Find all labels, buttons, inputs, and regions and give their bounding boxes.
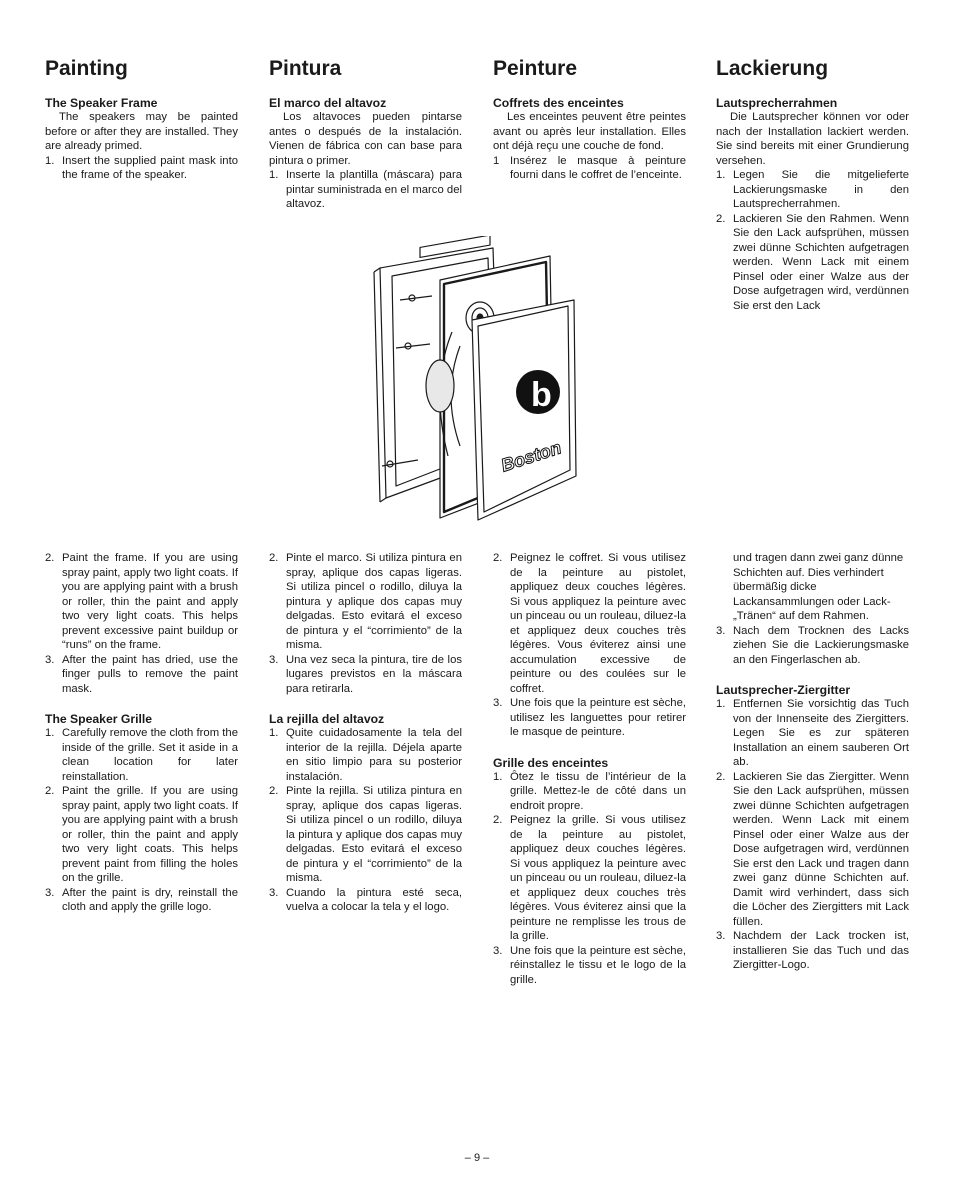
french-frame-intro: Les enceintes peuvent être peintes avant ou après leur installation. Elles ont déjà reçu une couche de fond. <box>493 111 686 152</box>
list-item: 1. Insert the supplied paint mask into the frame of the speaker. <box>45 154 238 181</box>
spanish-frame-intro: Los altavoces pueden pintarse antes o después de la instalación. Vienen de fábrica con can base para pintura o primer. <box>269 111 462 167</box>
speaker-exploded-illustration <box>360 236 600 524</box>
french-frame-heading: Coffrets des enceintes <box>493 96 624 110</box>
list-item: 3. Nach dem Trocknen des Lacks ziehen Sie die Lackierungsmaske an den Fingerlaschen ab. <box>716 624 909 666</box>
french-frame-steps-b <box>493 551 686 740</box>
list-item: 3. After the paint has dried, use the finger pulls to remove the paint mask. <box>45 653 238 695</box>
woofer-magnet <box>426 360 454 412</box>
german-grille-steps <box>716 697 909 973</box>
english-grille-steps <box>45 726 238 915</box>
list-item: 2. Peignez le coffret. Si vous utilisez de la peinture au pistolet, appliquez deux couches légères. Si vous appliquez la peinture avec un pinceau ou un rouleau, diluez-la et appliquez deux couches très légères. Vous éviterez ainsi une accumulation excessive de peinture ou des coulées sur le coffret. <box>493 552 686 695</box>
list-item: 1. Inserte la plantilla (máscara) para pintar suministrada en el marco del altavoz. <box>269 169 462 210</box>
spanish-grille-steps <box>269 726 462 915</box>
spanish-frame-heading: El marco del altavoz <box>269 96 387 110</box>
logo-word: Boston <box>498 437 564 476</box>
page-number: – 9 – <box>464 1152 490 1164</box>
list-item: 1. Carefully remove the cloth from the inside of the grille. Set it aside in a clean location for later reinstallation. <box>45 727 238 783</box>
logo-letter: b <box>531 376 552 414</box>
list-item: 1 Insérez le masque à peinture fourni dans le coffret de l’enceinte. <box>493 154 686 181</box>
english-top <box>45 56 238 183</box>
list-item: 3. Une fois que la peinture est sèche, utilisez les languettes pour retirer le masque de peinture. <box>493 697 686 738</box>
list-item: 3. Cuando la pintura esté seca, vuelva a colocar la tela y el logo. <box>269 886 462 913</box>
spanish-bottom <box>269 551 462 915</box>
english-grille-heading: The Speaker Grille <box>45 712 153 726</box>
speaker-illustration-svg <box>360 236 600 524</box>
spanish-frame-steps-a <box>269 168 462 212</box>
list-item: 2. Pinte la rejilla. Si utiliza pintura en spray, aplique dos capas ligeras. Si utiliza pincel o un rodillo, diluya la pintura y aplique dos capas muy delgadas. Esto evitará el exceso de pintura y el “corrimiento” de la misma. <box>269 785 462 884</box>
german-grille-heading: Lautsprecher-Ziergitter <box>716 683 851 697</box>
english-frame-intro: The speakers may be painted before or after they are installed. They are already primed. <box>45 111 238 152</box>
german-bottom <box>716 551 909 973</box>
list-item: 1. Entfernen Sie vorsichtig das Tuch von der Innenseite des Ziergitters. Legen Sie es zur späteren Installation an einem sauberen Ort ab. <box>716 698 909 768</box>
german-top <box>716 56 909 313</box>
list-item: 2. Lackieren Sie den Rahmen. Wenn Sie den Lack aufsprühen, müssen zwei dünne Schichten aufgetragen werden. Wenn Lack mit einem Pinsel oder einer Walze aus der Dose aufgetragen wird, verdünnen Sie erst den Lack <box>716 212 909 312</box>
list-item: 3. Una vez seca la pintura, tire de los lugares previstos en la máscara para retirarla. <box>269 653 462 695</box>
list-item: 1. Legen Sie die mitgelieferte Lackierungsmaske in den Lautsprecherrahmen. <box>716 169 909 210</box>
spanish-top <box>269 56 462 212</box>
german-frame-steps-b <box>716 624 909 668</box>
list-item: 3. Nachdem der Lack trocken ist, installieren Sie das Tuch und das Ziergitter-Logo. <box>716 930 909 971</box>
french-top <box>493 56 686 183</box>
french-grille-steps <box>493 770 686 988</box>
french-bottom <box>493 551 686 987</box>
french-grille-heading: Grille des enceintes <box>493 755 609 770</box>
german-step2-continued: und tragen dann zwei ganz dünne Schichten auf. Dies verhindert übermäßig dicke Lackansammlungen oder Lack-„Tränen“ auf dem Rahmen. <box>733 552 904 622</box>
list-item: 2. Paint the grille. If you are using spray paint, apply two light coats. If you are applying paint with a brush or roller, thin the paint and apply two very light coats. This helps prevent paint from filling the holes on the grille. <box>45 785 238 884</box>
english-frame-steps-b <box>45 551 238 696</box>
english-bottom <box>45 551 238 915</box>
german-title: Lackierung <box>716 57 829 80</box>
german-frame-steps-a <box>716 168 909 313</box>
french-frame-steps-a <box>493 154 686 183</box>
list-item: 2. Paint the frame. If you are using spray paint, apply two light coats. If you are applying paint with a brush or roller, thin the paint and apply two very light coats. This helps prevent excessive paint buildup or “runs” on the frame. <box>45 552 238 651</box>
german-frame-intro: Die Lautsprecher können vor oder nach der Installation lackiert werden. Sie sind bereits mit einer Grundierung versehen. <box>716 111 909 167</box>
speaker-grille-shape <box>472 300 576 520</box>
english-frame-heading: The Speaker Frame <box>45 96 158 110</box>
list-item: 3. After the paint is dry, reinstall the cloth and apply the grille logo. <box>45 886 238 913</box>
spanish-grille-heading: La rejilla del altavoz <box>269 712 385 726</box>
list-item: 1. Quite cuidadosamente la tela del interior de la rejilla. Déjela aparte en sitio limpio para su posterior instalación. <box>269 727 462 783</box>
german-frame-heading: Lautsprecherrahmen <box>716 96 838 110</box>
list-item: 2. Peignez la grille. Si vous utilisez de la peinture au pistolet, appliquez deux couches légères. Si vous appliquez la peinture avec un pinceau ou un rouleau, diluez-la et appliquez deux couches très légères. Vous éviterez ainsi que la peinture ne remplisse les trous de la grille. <box>493 814 686 942</box>
french-title: Peinture <box>493 57 578 80</box>
list-item: 2. Pinte el marco. Si utiliza pintura en spray, aplique dos capas ligeras. Si utiliza pincel o rodillo, diluya la pintura y aplique dos capas muy delgadas. Esto evitará el exceso de pintura y el “corrimiento” de la misma. <box>269 552 462 651</box>
spanish-frame-steps-b <box>269 551 462 696</box>
english-frame-steps-a <box>45 154 238 183</box>
list-item: 2. Lackieren Sie das Ziergitter. Wenn Sie den Lack aufsprühen, müssen zwei dünne Schichten aufgetragen werden. Wenn Lack mit einem Pinsel oder einer Walze aus der Dose aufgetragen wird, verdünnen Sie erst den Lack und tragen dann zwei ganz dünne Schichten auf. Damit wird verhindert, dass sich die Löcher des Ziergitters mit Lack füllen. <box>716 770 909 928</box>
list-item: 1. Ôtez le tissu de l’intérieur de la grille. Mettez-le de côté dans un endroit propre. <box>493 770 686 812</box>
spanish-title: Pintura <box>269 57 342 80</box>
list-item: 3. Une fois que la peinture est sèche, réinstallez le tissu et le logo de la grille. <box>493 944 686 986</box>
english-title: Painting <box>45 57 128 80</box>
